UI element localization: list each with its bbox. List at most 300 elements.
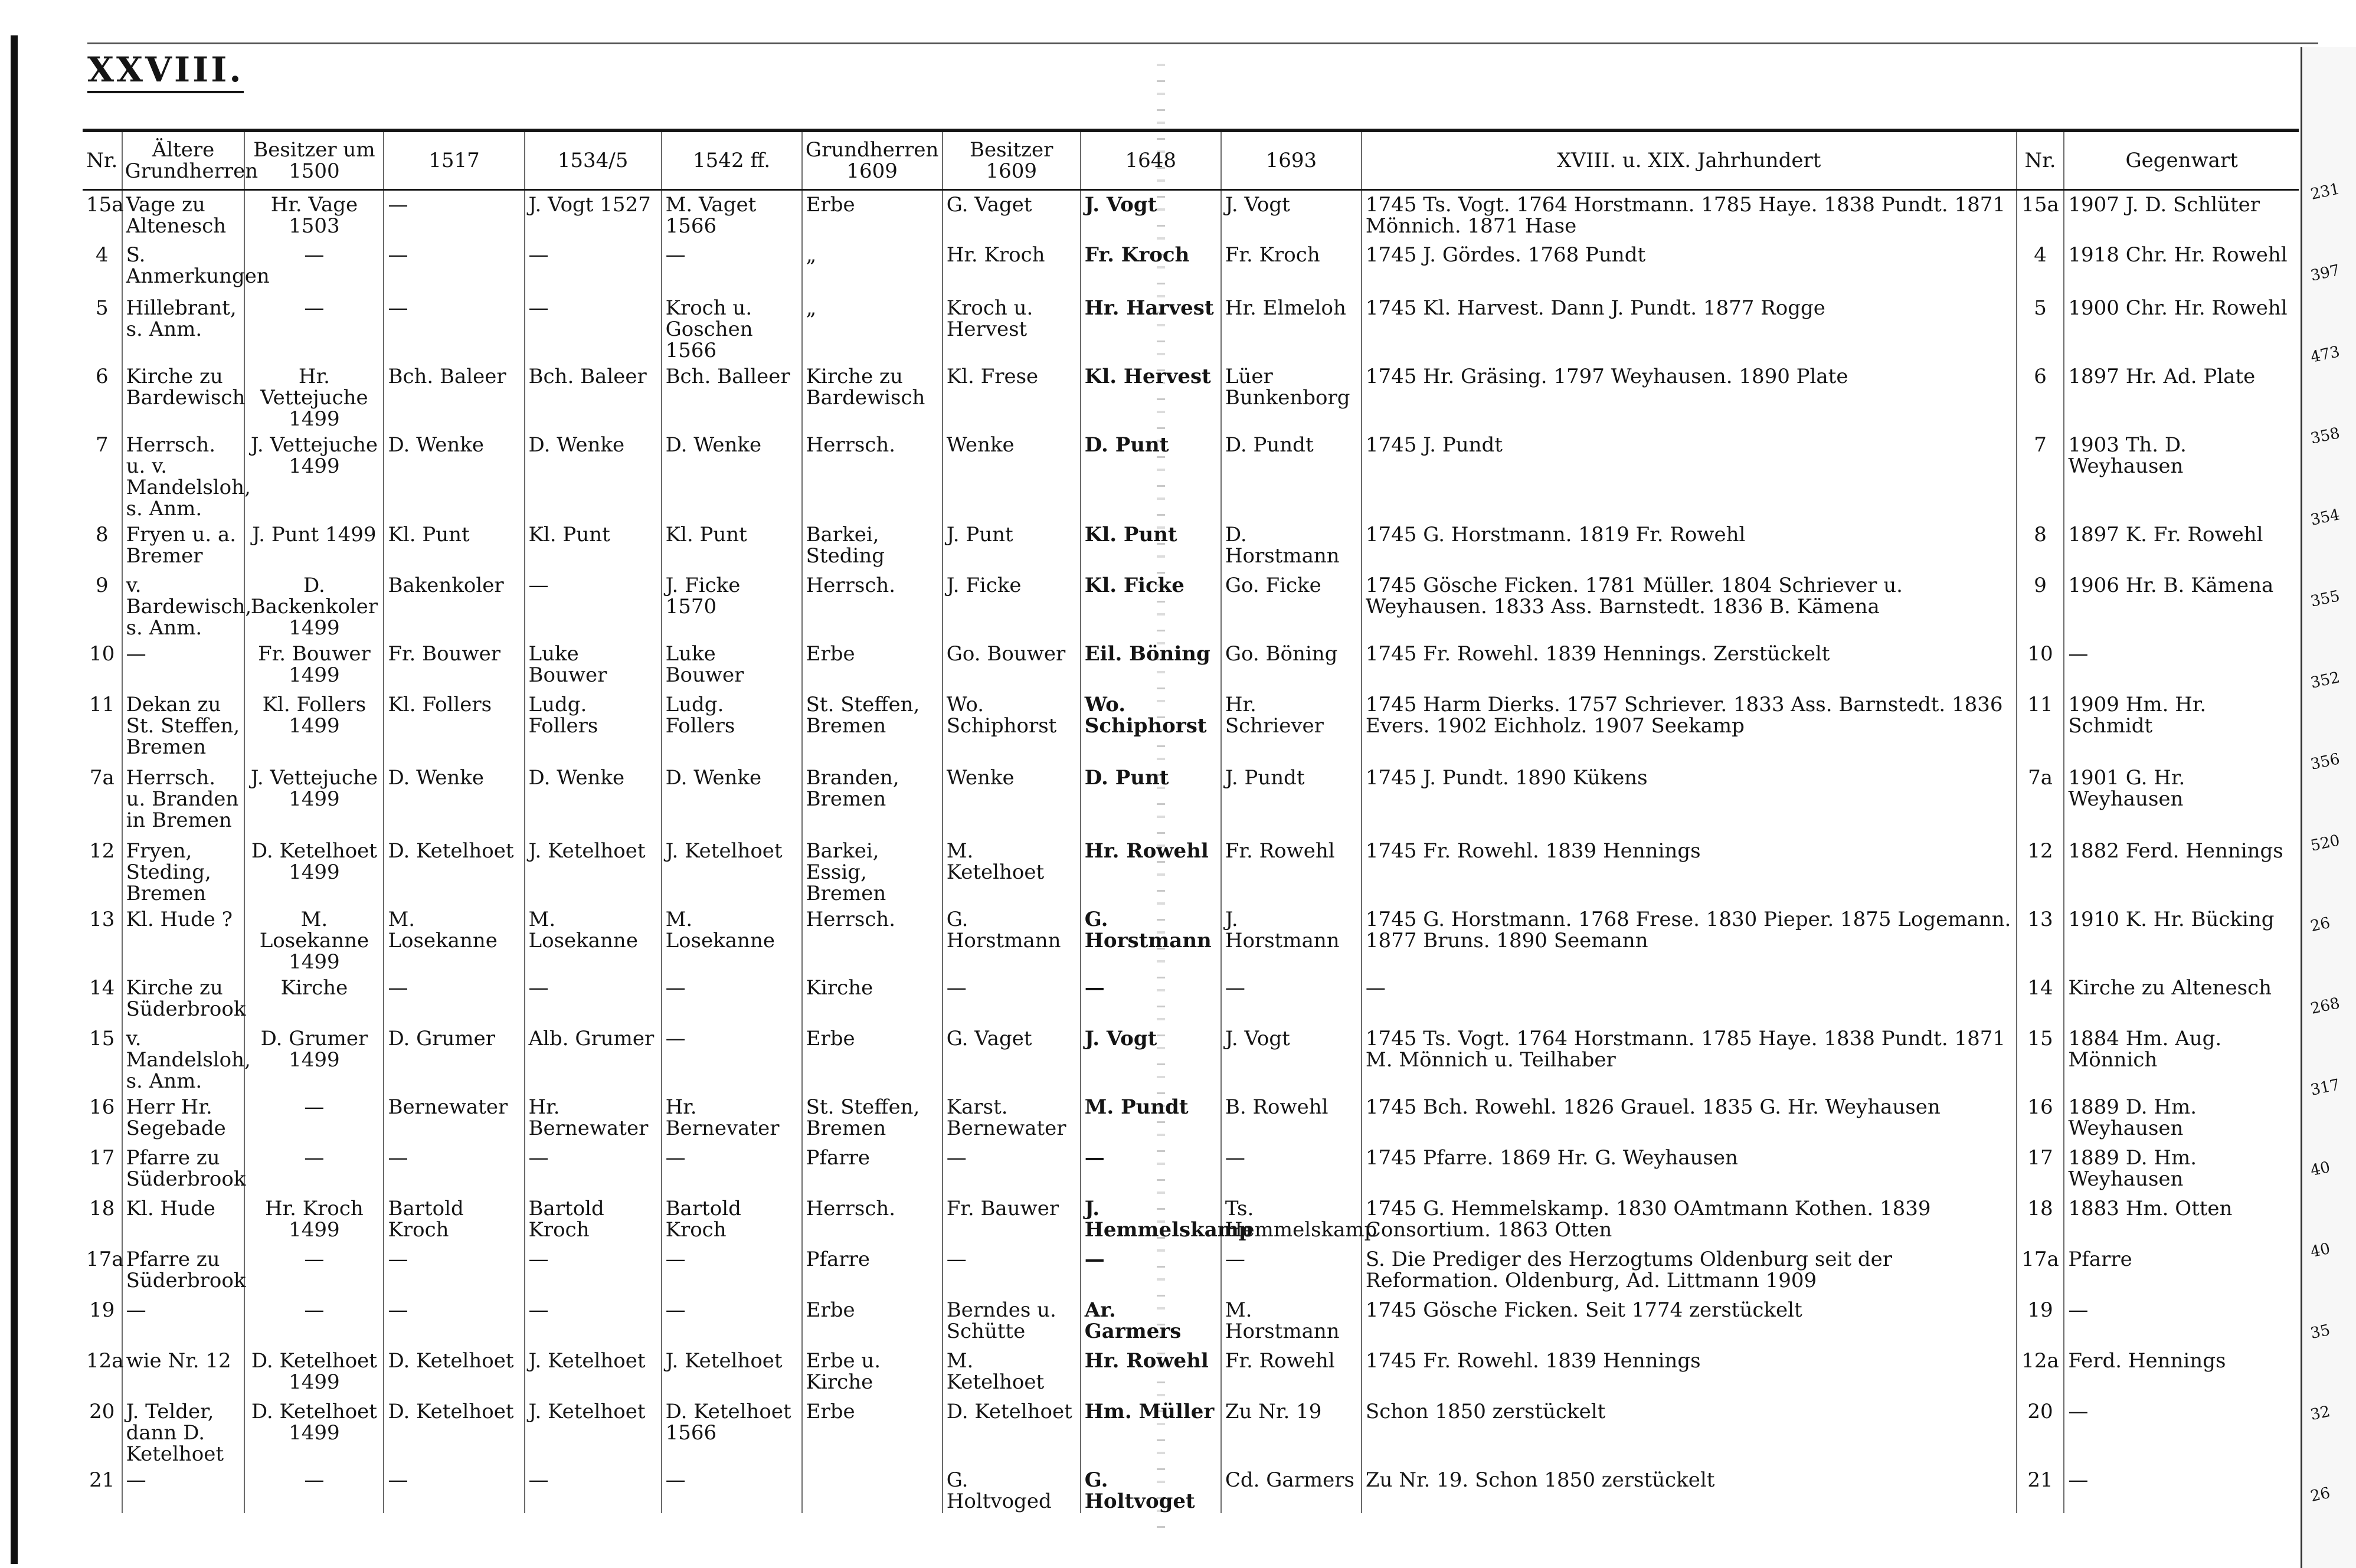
table-cell: D. Ketelhoet (384, 1397, 524, 1466)
table-cell: — (1221, 1144, 1362, 1194)
table-cell: 19 (89, 1298, 115, 1322)
table-cell: G. Vaget (943, 1024, 1081, 1093)
right-margin-strip (2301, 47, 2356, 1568)
table-cell: Hr. Kroch 1499 (244, 1194, 384, 1245)
column-header: 1534/5 (525, 130, 662, 190)
table-cell: — (2064, 1466, 2299, 1513)
table-cell: M. Losekanne 1499 (244, 905, 384, 974)
table-cell: 1745 Hr. Gräsing. 1797 Weyhausen. 1890 Plate (1362, 362, 2017, 431)
table-cell: 10 (89, 641, 115, 666)
table-cell: Kl. Ficke (1081, 571, 1221, 640)
column-header: Gegenwart (2064, 130, 2299, 190)
table-cell: D. Grumer (384, 1024, 524, 1093)
table-cell: 19 (2017, 1296, 2064, 1347)
table-cell: Fr. Kroch (1081, 241, 1221, 294)
table-row (83, 571, 2299, 640)
table-cell: Kl. Punt (662, 521, 802, 571)
table-cell: J. Vogt (1081, 1024, 1221, 1093)
table-cell: M. Pundt (1081, 1093, 1221, 1144)
table-cell: Wo. Schiphorst (943, 690, 1081, 764)
table-cell: 5 (95, 296, 109, 320)
table-cell: D. Wenke (525, 764, 662, 837)
table-cell: 9 (95, 573, 109, 597)
table-cell: Barkei, Essig, Bremen (802, 837, 943, 905)
table-cell: D. Wenke (662, 431, 802, 521)
column-header: 1693 (1221, 130, 1362, 190)
table-cell: J. Vettejuche 1499 (244, 431, 384, 521)
table-row (83, 640, 2299, 690)
table-cell: Bartold Kroch (525, 1194, 662, 1245)
table-cell: Bartold Kroch (384, 1194, 524, 1245)
table-cell: Alb. Grumer (525, 1024, 662, 1093)
table-row (83, 905, 2299, 974)
margin-mark: 354 (2309, 506, 2342, 529)
table-cell: 1906 Hr. B. Kämena (2064, 571, 2299, 640)
table-cell: — (122, 640, 245, 690)
table-cell: 1745 Fr. Rowehl. 1839 Hennings (1362, 837, 2017, 905)
table-cell: Hr. Vettejuche 1499 (244, 362, 384, 431)
table-cell: 1882 Ferd. Hennings (2064, 837, 2299, 905)
table-cell: — (2064, 1296, 2299, 1347)
table-cell: v. Mandelsloh, s. Anm. (122, 1024, 245, 1093)
table-cell: J. Punt 1499 (244, 521, 384, 571)
margin-mark: 317 (2309, 1076, 2342, 1099)
table-cell: 13 (89, 907, 115, 931)
table-cell: — (662, 1245, 802, 1296)
table-cell: J. Vogt (1081, 190, 1221, 241)
table-cell: B. Rowehl (1221, 1093, 1362, 1144)
table-cell: 8 (2017, 521, 2064, 571)
margin-mark: 40 (2309, 1158, 2332, 1180)
table-cell: D. Backenkoler 1499 (244, 571, 384, 640)
table-cell: v. Bardewisch, s. Anm. (122, 571, 245, 640)
table-row (83, 837, 2299, 905)
table-cell: — (525, 1296, 662, 1347)
table-cell: 4 (95, 243, 109, 267)
table-cell: Bartold Kroch (662, 1194, 802, 1245)
margin-mark: 520 (2309, 832, 2342, 855)
table-cell: — (2064, 640, 2299, 690)
table-cell: Hr. Bernewater (525, 1093, 662, 1144)
table-cell: 17 (89, 1145, 115, 1170)
table-cell: Hr. Harvest (1081, 294, 1221, 362)
table-cell: Bch. Baleer (525, 362, 662, 431)
table-cell: — (122, 1466, 245, 1513)
table-cell: 1745 G. Horstmann. 1768 Frese. 1830 Pieper. 1875 Logemann. 1877 Bruns. 1890 Seemann (1362, 905, 2017, 974)
table-cell: Hr. Elmeloh (1221, 294, 1362, 362)
table-cell: J. Vogt (1221, 190, 1362, 241)
margin-mark: 268 (2309, 994, 2342, 1018)
margin-mark: 352 (2309, 669, 2342, 692)
table-cell: 1745 J. Pundt. 1890 Kükens (1362, 764, 2017, 837)
table-cell: 1884 Hm. Aug. Mönnich (2064, 1024, 2299, 1093)
table-cell: 1745 Kl. Harvest. Dann J. Pundt. 1877 Rogge (1362, 294, 2017, 362)
table-cell: M. Losekanne (662, 905, 802, 974)
table-row (83, 1296, 2299, 1347)
table-cell: Herrsch. u. v. Mandelsloh, s. Anm. (122, 431, 245, 521)
table-cell: Herrsch. (802, 1194, 943, 1245)
table-cell: Hr. Rowehl (1081, 837, 1221, 905)
table-cell: Kirche zu Bardewisch (122, 362, 245, 431)
table-cell: D. Ketelhoet 1499 (244, 1347, 384, 1397)
table-cell: D. Wenke (662, 764, 802, 837)
table-cell: J. Ficke 1570 (662, 571, 802, 640)
table-cell: — (943, 1144, 1081, 1194)
table-row (83, 362, 2299, 431)
table-cell: — (525, 1144, 662, 1194)
table-cell: Wo. Schiphorst (1081, 690, 1221, 764)
table-cell: 1918 Chr. Hr. Rowehl (2064, 241, 2299, 294)
table-cell: D. Ketelhoet 1499 (244, 837, 384, 905)
table-cell: 17 (2017, 1144, 2064, 1194)
table-row (83, 1194, 2299, 1245)
table-cell: D. Wenke (384, 431, 524, 521)
table-cell: Kirche zu Altenesch (2064, 974, 2299, 1024)
table-cell: 6 (95, 364, 109, 388)
table-cell: 1897 K. Fr. Rowehl (2064, 521, 2299, 571)
table-cell: Fryen, Steding, Bremen (122, 837, 245, 905)
table-cell: — (384, 1245, 524, 1296)
table-cell: 1897 Hr. Ad. Plate (2064, 362, 2299, 431)
table-cell: 15a (86, 193, 124, 217)
table-cell: Fr. Rowehl (1221, 1347, 1362, 1397)
table-row (83, 1245, 2299, 1296)
table-cell: 12a (86, 1348, 124, 1373)
table-cell: 12 (89, 839, 115, 863)
table-cell: 13 (2017, 905, 2064, 974)
table-cell: 6 (2017, 362, 2064, 431)
table-cell: J. Hemmelskamp (1081, 1194, 1221, 1245)
table-cell: Fr. Bouwer (384, 640, 524, 690)
column-header: Besitzer 1609 (943, 130, 1081, 190)
table-cell: Schon 1850 zerstückelt (1362, 1397, 2017, 1466)
table-cell: 5 (2017, 294, 2064, 362)
table-cell: 20 (2017, 1397, 2064, 1466)
table-cell: Hr. Rowehl (1081, 1347, 1221, 1397)
table-cell: Kroch u. Hervest (943, 294, 1081, 362)
scan-edge (11, 35, 18, 1564)
table-cell: J. Horstmann (1221, 905, 1362, 974)
table-cell: D. Wenke (384, 764, 524, 837)
table-cell: — (525, 241, 662, 294)
table-cell: 15 (89, 1026, 115, 1050)
table-cell: M. Vaget 1566 (662, 190, 802, 241)
table-cell: St. Steffen, Bremen (802, 690, 943, 764)
table-row (83, 294, 2299, 362)
table-cell: M. Ketelhoet (943, 837, 1081, 905)
table-cell: M. Ketelhoet (943, 1347, 1081, 1397)
table-cell: — (525, 571, 662, 640)
table-row (83, 1093, 2299, 1144)
table-cell: Hr. Schriever (1221, 690, 1362, 764)
table-cell: J. Ketelhoet (525, 837, 662, 905)
table-cell: „ (802, 294, 943, 362)
table-cell: — (525, 1245, 662, 1296)
table-cell: J. Telder, dann D. Ketelhoet (122, 1397, 245, 1466)
table-cell: Kirche zu Bardewisch (802, 362, 943, 431)
table-cell: — (525, 1466, 662, 1513)
table-cell: Erbe (802, 1296, 943, 1347)
top-rule (87, 42, 2318, 44)
table-cell: Go. Bouwer (943, 640, 1081, 690)
table-cell: 1745 Gösche Ficken. 1781 Müller. 1804 Schriever u. Weyhausen. 1833 Ass. Barnstedt. 1836 B. Kämena (1362, 571, 2017, 640)
table-cell: Fr. Bouwer 1499 (244, 640, 384, 690)
table-cell: — (662, 1296, 802, 1347)
table-cell: — (662, 1144, 802, 1194)
table-row (83, 521, 2299, 571)
table-cell: 15 (2017, 1024, 2064, 1093)
table-cell: G. Horstmann (1081, 905, 1221, 974)
table-cell: Fr. Bauwer (943, 1194, 1081, 1245)
table-cell: Erbe (802, 1024, 943, 1093)
table-cell: 14 (89, 976, 115, 1000)
column-header: Besitzer um 1500 (244, 130, 384, 190)
margin-mark: 356 (2309, 750, 2342, 774)
table-cell: — (1221, 974, 1362, 1024)
table-cell: 7 (2017, 431, 2064, 521)
table-cell: Fryen u. a. Bremer (122, 521, 245, 571)
table-cell: J. Ketelhoet (525, 1397, 662, 1466)
table-cell: D. Ketelhoet (384, 1347, 524, 1397)
table-cell: — (384, 974, 524, 1024)
table-cell: 1889 D. Hm. Weyhausen (2064, 1093, 2299, 1144)
table-cell: — (1081, 974, 1221, 1024)
table-cell: J. Ketelhoet (525, 1347, 662, 1397)
table-cell: Kirche zu Süderbrook (122, 974, 245, 1024)
table-cell: — (2064, 1397, 2299, 1466)
table-cell: J. Punt (943, 521, 1081, 571)
table-cell: 1745 J. Pundt (1362, 431, 2017, 521)
table-cell: Herrsch. (802, 431, 943, 521)
table-cell: Luke Bouwer (525, 640, 662, 690)
table-cell: 15a (2017, 190, 2064, 241)
table-cell: D. Ketelhoet 1566 (662, 1397, 802, 1466)
table-cell: Pfarre (2064, 1245, 2299, 1296)
table-cell: Kroch u. Goschen 1566 (662, 294, 802, 362)
table-cell: — (384, 1296, 524, 1347)
table-cell: Ts. Hemmelskamp (1221, 1194, 1362, 1245)
table-cell: — (384, 241, 524, 294)
table-cell: Kl. Frese (943, 362, 1081, 431)
table-cell: 1745 Fr. Rowehl. 1839 Hennings. Zerstückelt (1362, 640, 2017, 690)
table-cell: Kl. Punt (525, 521, 662, 571)
table-cell: 1745 Harm Dierks. 1757 Schriever. 1833 Ass. Barnstedt. 1836 Evers. 1902 Eichholz. 1907 Seekamp (1362, 690, 2017, 764)
margin-mark: 397 (2309, 261, 2342, 285)
table-cell: — (943, 1245, 1081, 1296)
table-cell: S. Die Prediger des Herzogtums Oldenburg seit der Reformation. Oldenburg, Ad. Littmann 1909 (1362, 1245, 2017, 1296)
margin-mark: 40 (2309, 1239, 2332, 1262)
table-cell: — (1081, 1144, 1221, 1194)
table-cell: 18 (2017, 1194, 2064, 1245)
table-cell: Zu Nr. 19 (1221, 1397, 1362, 1466)
table-cell: G. Holtvoget (1081, 1466, 1221, 1513)
header-row (83, 130, 2299, 190)
table-cell: Kl. Punt (384, 521, 524, 571)
table-cell: 11 (89, 692, 115, 716)
table-cell: 1745 Pfarre. 1869 Hr. G. Weyhausen (1362, 1144, 2017, 1194)
table-cell: J. Ketelhoet (662, 1347, 802, 1397)
table-cell: J. Vogt (1221, 1024, 1362, 1093)
table-row (83, 1144, 2299, 1194)
table-cell: — (662, 1024, 802, 1093)
table-cell: St. Steffen, Bremen (802, 1093, 943, 1144)
table-cell: Bakenkoler (384, 571, 524, 640)
property-register-table (83, 129, 2299, 1513)
table-cell: 1745 G. Horstmann. 1819 Fr. Rowehl (1362, 521, 2017, 571)
table-cell: — (244, 1144, 384, 1194)
table-cell: J. Ficke (943, 571, 1081, 640)
table-cell: J. Vogt 1527 (525, 190, 662, 241)
table-row (83, 690, 2299, 764)
table-cell: Cd. Garmers (1221, 1466, 1362, 1513)
table-cell: Luke Bouwer (662, 640, 802, 690)
table-cell: 17a (86, 1247, 124, 1271)
table-cell: Pfarre zu Süderbrook (122, 1245, 245, 1296)
column-header: Grundherren 1609 (802, 130, 943, 190)
margin-mark: 32 (2309, 1402, 2332, 1425)
table-cell: Hillebrant, s. Anm. (122, 294, 245, 362)
table-cell: 1745 Fr. Rowehl. 1839 Hennings (1362, 1347, 2017, 1397)
table-cell: — (1221, 1245, 1362, 1296)
table-cell: 1909 Hm. Hr. Schmidt (2064, 690, 2299, 764)
table-body (83, 190, 2299, 1513)
table-cell: — (244, 1245, 384, 1296)
table-cell: 4 (2017, 241, 2064, 294)
table-cell: Branden, Bremen (802, 764, 943, 837)
margin-mark: 26 (2309, 1484, 2332, 1506)
column-header: Nr. (2017, 130, 2064, 190)
table-cell: Pfarre (802, 1144, 943, 1194)
table-cell: 1883 Hm. Otten (2064, 1194, 2299, 1245)
table-cell: 1900 Chr. Hr. Rowehl (2064, 294, 2299, 362)
table-cell: J. Vettejuche 1499 (244, 764, 384, 837)
table-cell: Ludg. Follers (525, 690, 662, 764)
table-cell: Wenke (943, 431, 1081, 521)
table-row (83, 974, 2299, 1024)
table-cell: Kl. Hude ? (122, 905, 245, 974)
table-cell: 1901 G. Hr. Weyhausen (2064, 764, 2299, 837)
table-cell: Erbe (802, 190, 943, 241)
table-cell: 1889 D. Hm. Weyhausen (2064, 1144, 2299, 1194)
page-number: XXVIII. (87, 50, 244, 90)
table-cell: Kirche (244, 974, 384, 1024)
table-cell: Erbe u. Kirche (802, 1347, 943, 1397)
margin-mark: 473 (2309, 343, 2342, 366)
table-cell: 21 (89, 1468, 115, 1492)
table-cell: Herr Hr. Segebade (122, 1093, 245, 1144)
table-cell: Fr. Rowehl (1221, 837, 1362, 905)
table-cell: Hr. Bernevater (662, 1093, 802, 1144)
table-cell: J. Pundt (1221, 764, 1362, 837)
table-cell: 1745 Ts. Vogt. 1764 Horstmann. 1785 Haye. 1838 Pundt. 1871 Mönnich. 1871 Hase (1362, 190, 2017, 241)
table-cell: D. Grumer 1499 (244, 1024, 384, 1093)
table-cell: D. Punt (1081, 764, 1221, 837)
table-row (83, 1347, 2299, 1397)
table-row (83, 241, 2299, 294)
table-cell: Kirche (802, 974, 943, 1024)
table-cell (802, 1466, 943, 1513)
table-cell: — (525, 974, 662, 1024)
table-cell: Go. Böning (1221, 640, 1362, 690)
table-cell: 7a (2017, 764, 2064, 837)
table-cell: — (384, 190, 524, 241)
table-cell: — (384, 1466, 524, 1513)
table-cell: 20 (89, 1399, 115, 1423)
table-cell: M. Horstmann (1221, 1296, 1362, 1347)
table-cell: Go. Ficke (1221, 571, 1362, 640)
table-cell: Herrsch. (802, 571, 943, 640)
table-cell: 1910 K. Hr. Bücking (2064, 905, 2299, 974)
margin-mark: 35 (2309, 1321, 2332, 1343)
table-cell: 21 (2017, 1466, 2064, 1513)
table-cell: G. Vaget (943, 190, 1081, 241)
table-cell: Ferd. Hennings (2064, 1347, 2299, 1397)
table-row (83, 1397, 2299, 1466)
margin-mark: 231 (2309, 180, 2342, 204)
table-cell: Fr. Kroch (1221, 241, 1362, 294)
table-cell: Hr. Vage 1503 (244, 190, 384, 241)
table-cell: — (244, 1093, 384, 1144)
column-header: XVIII. u. XIX. Jahrhundert (1362, 130, 2017, 190)
table-cell: — (384, 294, 524, 362)
table-cell: Berndes u. Schütte (943, 1296, 1081, 1347)
table-cell: Ludg. Follers (662, 690, 802, 764)
table-cell: — (244, 294, 384, 362)
table-cell: Zu Nr. 19. Schon 1850 zerstückelt (1362, 1466, 2017, 1513)
table-cell: Kl. Follers (384, 690, 524, 764)
table-cell: 9 (2017, 571, 2064, 640)
table-cell: 1745 Gösche Ficken. Seit 1774 zerstückelt (1362, 1296, 2017, 1347)
table-cell: Kl. Punt (1081, 521, 1221, 571)
table-cell: 8 (95, 522, 109, 546)
table-row (83, 1024, 2299, 1093)
table-cell: 1745 Ts. Vogt. 1764 Horstmann. 1785 Haye. 1838 Pundt. 1871 M. Mönnich u. Teilhaber (1362, 1024, 2017, 1093)
table-cell: D. Punt (1081, 431, 1221, 521)
table-cell: D. Wenke (525, 431, 662, 521)
table-cell: Dekan zu St. Steffen, Bremen (122, 690, 245, 764)
margin-mark: 26 (2309, 914, 2332, 936)
table-cell: — (525, 294, 662, 362)
table-cell: M. Losekanne (525, 905, 662, 974)
table-cell: 1745 G. Hemmelskamp. 1830 OAmtmann Kothen. 1839 Consortium. 1863 Otten (1362, 1194, 2017, 1245)
table-cell: 18 (89, 1196, 115, 1220)
table-cell: 12a (2017, 1347, 2064, 1397)
table-cell: 7 (95, 433, 109, 457)
table-cell: wie Nr. 12 (122, 1347, 245, 1397)
table-cell: Vage zu Altenesch (122, 190, 245, 241)
table-cell: Ar. Garmers (1081, 1296, 1221, 1347)
table-cell: Kl. Follers 1499 (244, 690, 384, 764)
margin-mark: 355 (2309, 587, 2342, 611)
table-cell: Wenke (943, 764, 1081, 837)
table-cell: 1745 J. Gördes. 1768 Pundt (1362, 241, 2017, 294)
column-header: Nr. (86, 149, 118, 172)
table-cell: Karst. Bernewater (943, 1093, 1081, 1144)
table-row (83, 431, 2299, 521)
table-cell: 16 (89, 1095, 115, 1119)
table-cell: „ (802, 241, 943, 294)
column-header: 1648 (1081, 130, 1221, 190)
table-cell: 1903 Th. D. Weyhausen (2064, 431, 2299, 521)
table-cell: G. Holtvoged (943, 1466, 1081, 1513)
table-cell: Kl. Hervest (1081, 362, 1221, 431)
table-cell: D. Horstmann (1221, 521, 1362, 571)
table-cell: — (384, 1144, 524, 1194)
table-cell: Bch. Balleer (662, 362, 802, 431)
table-cell: J. Ketelhoet (662, 837, 802, 905)
table-cell: M. Losekanne (384, 905, 524, 974)
margin-mark: 358 (2309, 424, 2342, 448)
